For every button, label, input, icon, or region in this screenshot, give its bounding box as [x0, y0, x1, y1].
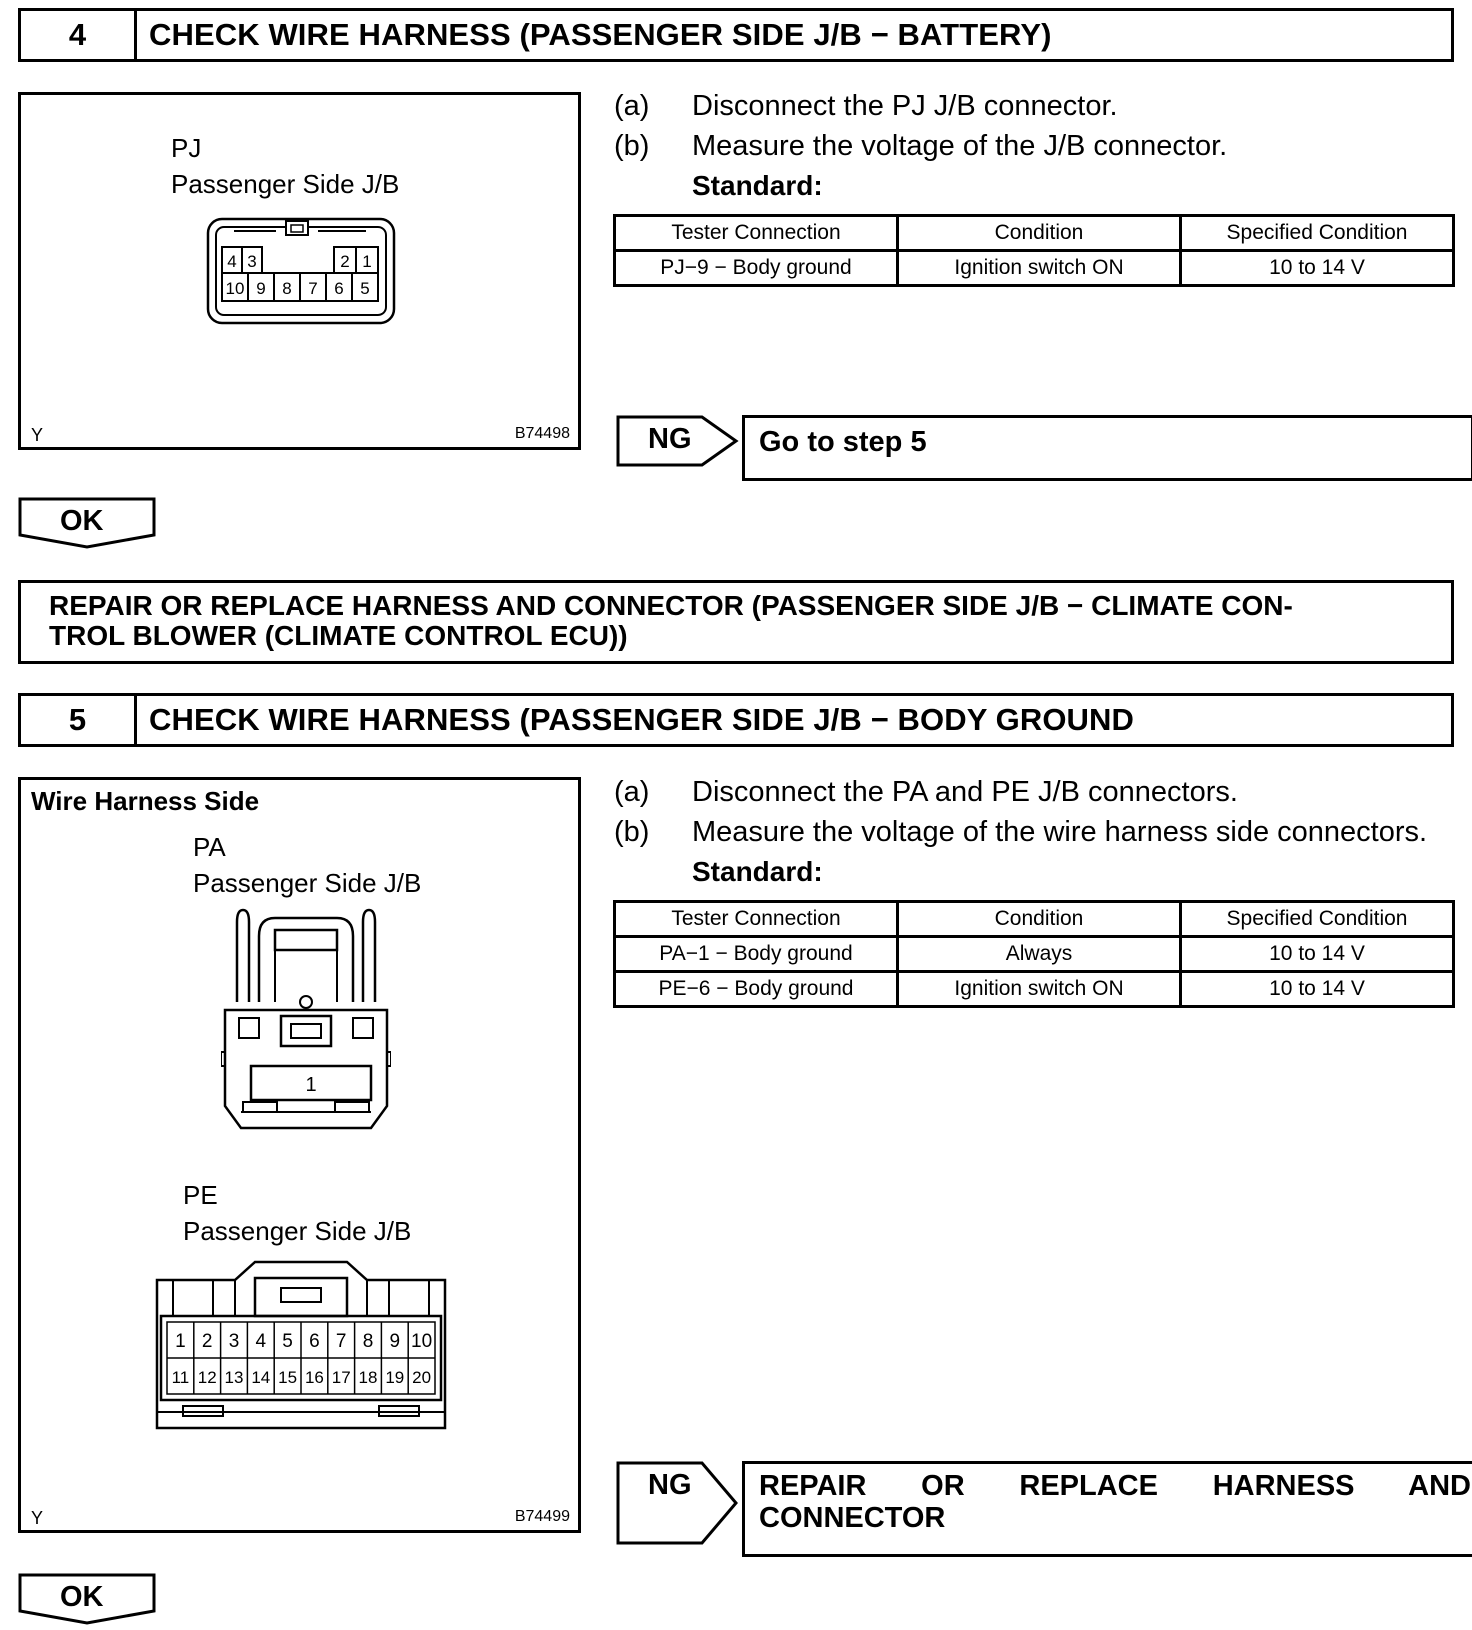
- table-row: [615, 251, 1454, 286]
- pin-label: 15: [278, 1368, 298, 1387]
- pin-label: 19: [385, 1368, 405, 1387]
- instruction-a: [614, 778, 1238, 807]
- ng-action-box: [742, 415, 1472, 481]
- instruction-b: [614, 132, 1227, 161]
- pin-label: 12: [197, 1368, 217, 1387]
- instruction-text: Measure the voltage of the J/B connector.: [692, 130, 1228, 162]
- pin-label: 18: [358, 1368, 378, 1387]
- table-cell: 10 to 14 V: [1181, 972, 1454, 1007]
- pin-label: 6: [334, 279, 344, 298]
- pin-label: 4: [255, 1331, 267, 1352]
- instruction-label: (b): [614, 130, 650, 162]
- table-cell: Ignition switch ON: [898, 972, 1181, 1007]
- ng-label: NG: [648, 1469, 692, 1501]
- ng-action-line-2: CONNECTOR: [759, 1502, 946, 1534]
- ok-label: OK: [60, 505, 104, 537]
- pin-label: 9: [389, 1331, 401, 1352]
- connector-name: PJ: [171, 133, 202, 163]
- table-header: Specified Condition: [1181, 902, 1454, 937]
- pin-label: 7: [308, 279, 318, 298]
- ng-action-box: [742, 1461, 1472, 1557]
- pin-label: 5: [282, 1331, 293, 1352]
- spec-table: [613, 214, 1455, 287]
- pin-label: 17: [331, 1368, 351, 1387]
- table-header: Tester Connection: [615, 902, 898, 937]
- table-row: [615, 972, 1454, 1007]
- table-cell: PA−1 − Body ground: [615, 937, 898, 972]
- table-header: Specified Condition: [1181, 216, 1454, 251]
- pin-label: 6: [309, 1331, 320, 1352]
- step4-header: [18, 8, 1454, 62]
- pa-connector-name: PA: [193, 832, 226, 862]
- wire-harness-figure: [18, 777, 581, 1533]
- repair-line-2: TROL BLOWER (CLIMATE CONTROL ECU)): [49, 620, 628, 651]
- pin-label: 9: [256, 279, 266, 298]
- table-header: Tester Connection: [615, 216, 898, 251]
- repair-line-1: REPAIR OR REPLACE HARNESS AND CONNECTOR (PASSENGER SIDE J/B − CLIMATE CON-: [49, 590, 1293, 621]
- figure-heading: Wire Harness Side: [31, 786, 260, 816]
- instruction-b: [614, 818, 1427, 847]
- pin-label: 2: [340, 252, 350, 271]
- table-header-row: [615, 216, 1454, 251]
- pin-label: 2: [201, 1331, 213, 1352]
- standard-label: Standard:: [692, 856, 823, 887]
- step-number: 5: [21, 696, 137, 744]
- pin-label: 8: [282, 279, 292, 298]
- pin-label: 7: [335, 1331, 347, 1352]
- pin-label: 10: [225, 279, 245, 298]
- pin-label: 1: [175, 1331, 186, 1352]
- table-header-row: [615, 902, 1454, 937]
- figure-id: B74499: [514, 1508, 570, 1525]
- figure-id: B74498: [514, 425, 570, 442]
- pe-connector-description: Passenger Side J/B: [183, 1216, 412, 1246]
- instruction-a: [614, 92, 1118, 121]
- pj-connector-diagram: [206, 217, 396, 327]
- instruction-text: Disconnect the PJ J/B connector.: [692, 90, 1118, 122]
- instruction-label: (a): [614, 776, 650, 808]
- pin-label: 13: [224, 1368, 244, 1387]
- pj-connector-figure: [18, 92, 581, 450]
- pin-label: 5: [360, 279, 370, 298]
- instruction-text: Measure the voltage of the wire harness side connectors.: [692, 816, 1428, 848]
- table-cell: Always: [898, 937, 1181, 972]
- pin-label: 8: [362, 1331, 374, 1352]
- table-header: Condition: [898, 216, 1181, 251]
- pin-label: 1: [362, 252, 372, 271]
- table-header: Condition: [898, 902, 1181, 937]
- pa-connector-diagram: [221, 902, 391, 1130]
- figure-corner-mark: Y: [31, 1508, 44, 1528]
- ng-action-line-1: REPAIR OR REPLACE HARNESS AND: [759, 1470, 1471, 1502]
- pin-label: 10: [411, 1331, 433, 1352]
- pin-label: 3: [228, 1331, 240, 1352]
- step-number: 4: [21, 11, 137, 59]
- pe-connector-name: PE: [183, 1180, 218, 1210]
- figure-corner-mark: Y: [31, 425, 44, 445]
- pin-label: 1: [305, 1074, 317, 1096]
- table-cell: 10 to 14 V: [1181, 937, 1454, 972]
- instruction-label: (b): [614, 816, 650, 848]
- pin-label: 4: [227, 252, 237, 271]
- pin-label: 11: [171, 1368, 190, 1387]
- pin-label: 14: [251, 1368, 271, 1387]
- pin-label: 20: [412, 1368, 432, 1387]
- table-row: [615, 937, 1454, 972]
- instruction-text: Disconnect the PA and PE J/B connectors.: [692, 776, 1238, 808]
- step-title: CHECK WIRE HARNESS (PASSENGER SIDE J/B − BATTERY): [149, 17, 1052, 52]
- standard-label: Standard:: [692, 170, 823, 201]
- table-cell: 10 to 14 V: [1181, 251, 1454, 286]
- table-cell: PE−6 − Body ground: [615, 972, 898, 1007]
- instruction-label: (a): [614, 90, 650, 122]
- connector-description: Passenger Side J/B: [171, 169, 400, 199]
- ng-label: NG: [648, 423, 692, 455]
- pa-connector-description: Passenger Side J/B: [193, 868, 422, 898]
- repair-instruction-box: [18, 580, 1454, 664]
- ng-action-text: Go to step 5: [759, 426, 927, 458]
- pin-label: 3: [247, 252, 257, 271]
- pin-label: 16: [304, 1368, 324, 1387]
- pe-connector-diagram: [151, 1258, 451, 1438]
- table-cell: Ignition switch ON: [898, 251, 1181, 286]
- ok-label: OK: [60, 1581, 104, 1613]
- table-cell: PJ−9 − Body ground: [615, 251, 898, 286]
- step5-header: [18, 693, 1454, 747]
- step-title: CHECK WIRE HARNESS (PASSENGER SIDE J/B − BODY GROUND: [149, 702, 1134, 737]
- spec-table: [613, 900, 1455, 1008]
